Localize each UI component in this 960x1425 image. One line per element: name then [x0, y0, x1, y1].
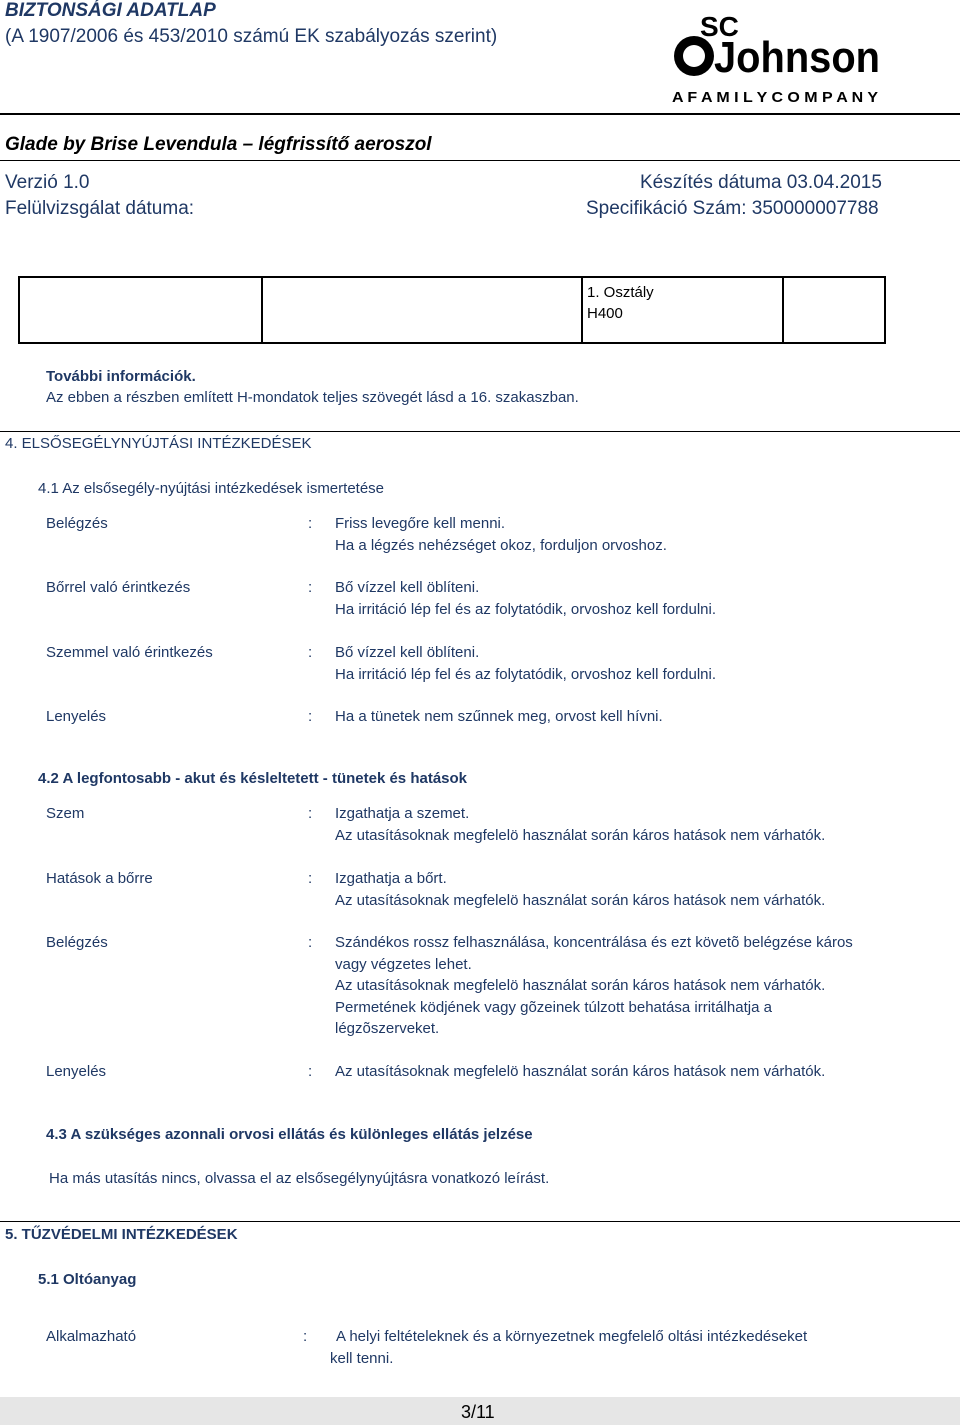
row-value: Az utasításoknak megfelelö használat során káros hatások nem várhatók.	[335, 1063, 826, 1080]
row-colon: :	[308, 934, 313, 951]
hazard-class: 1. Osztály	[587, 284, 654, 301]
row-value: Bő vízzel kell öblíteni.	[335, 579, 480, 596]
row-colon: :	[303, 1328, 308, 1345]
product-name: Glade by Brise Levendula – légfrissítő aeroszol	[5, 134, 432, 155]
row-colon: :	[308, 515, 313, 532]
row-value: légzõszerveket.	[335, 1020, 440, 1037]
row-value: Az utasításoknak megfelelö használat során káros hatások nem várhatók.	[335, 827, 826, 844]
regulation-text: (A 1907/2006 és 453/2010 számú EK szabályozás szerint)	[5, 26, 498, 47]
row-label: Belégzés	[46, 515, 108, 532]
logo-johnson-text: Johnson	[714, 33, 880, 82]
review-date-label: Felülvizsgálat dátuma:	[5, 198, 195, 219]
row-colon: :	[308, 579, 313, 596]
row-value: Ha irritáció lép fel és az folytatódik, orvoshoz kell fordulni.	[335, 601, 717, 618]
row-label: Lenyelés	[46, 708, 107, 725]
logo-sc-text: SC	[700, 11, 739, 42]
section-4-1-title: 4.1 Az elsősegély-nyújtási intézkedések ismertetése	[38, 480, 385, 497]
row-label: Belégzés	[46, 934, 108, 951]
header-rule	[0, 113, 960, 115]
product-rule	[0, 160, 960, 161]
row-value: Izgathatja a bőrt.	[335, 870, 447, 887]
page-footer	[0, 1397, 960, 1425]
row-value: vagy végzetes lehet.	[335, 956, 472, 973]
row-value: Ha a légzés nehézséget okoz, forduljon orvoshoz.	[335, 537, 667, 554]
row-value: Bő vízzel kell öblíteni.	[335, 644, 480, 661]
row-value: Ha a tünetek nem szűnnek meg, orvost kell hívni.	[335, 708, 663, 725]
row-value: Az utasításoknak megfelelö használat során káros hatások nem várhatók.	[335, 977, 826, 994]
row-value: Szándékos rossz felhasználása, koncentrálása és ezt követõ belégzése káros	[335, 934, 853, 951]
row-value: Ha irritáció lép fel és az folytatódik, orvoshoz kell fordulni.	[335, 666, 717, 683]
row-label: Bőrrel való érintkezés	[46, 579, 191, 596]
section-5-1-title: 5.1 Oltóanyag	[38, 1271, 137, 1288]
row-colon: :	[308, 805, 313, 822]
sc-johnson-logo	[668, 6, 882, 106]
row-colon: :	[308, 708, 313, 725]
row-label: Szemmel való érintkezés	[46, 644, 213, 661]
row-colon: :	[308, 1063, 313, 1080]
row-value: Permetének ködjének vagy gõzeinek túlzott behatása irritálhatja a	[335, 999, 772, 1016]
creation-date: Készítés dátuma 03.04.2015	[640, 172, 882, 193]
row-value: kell tenni.	[330, 1350, 394, 1367]
further-info-heading: További információk.	[46, 368, 196, 385]
section-4-rule	[0, 431, 960, 432]
row-label: Hatások a bőrre	[46, 870, 153, 887]
table-cell	[262, 277, 582, 343]
section-4-3-text: Ha más utasítás nincs, olvassa el az elsősegélynyújtásra vonatkozó leírást.	[49, 1170, 550, 1187]
version: Verzió 1.0	[5, 172, 90, 193]
row-value: A helyi feltételeknek és a környezetnek megfelelő oltási intézkedéseket	[336, 1328, 808, 1345]
document-title: BIZTONSÁGI ADATLAP	[5, 0, 216, 21]
section-4-3-title: 4.3 A szükséges azonnali orvosi ellátás és különleges ellátás jelzése	[46, 1126, 533, 1143]
logo-tagline: A F A M I L Y C O M P A N Y	[672, 89, 878, 106]
table-cell	[582, 277, 783, 343]
section-4-title: 4. ELSŐSEGÉLYNYÚJTÁSI INTÉZKEDÉSEK	[5, 435, 312, 452]
spec-number: Specifikáció Szám: 350000007788	[586, 198, 879, 219]
hazard-statement: H400	[587, 305, 623, 322]
row-label: Szem	[46, 805, 85, 822]
section-5-title: 5. TŰZVÉDELMI INTÉZKEDÉSEK	[5, 1226, 238, 1243]
page-number: 3/11	[461, 1402, 495, 1422]
row-value: Friss levegőre kell menni.	[335, 515, 506, 532]
row-label: Alkalmazható	[46, 1328, 137, 1345]
row-label: Lenyelés	[46, 1063, 107, 1080]
classification-table	[18, 276, 886, 344]
section-4-2-title: 4.2 A legfontosabb - akut és késleltetett - tünetek és hatások	[38, 770, 468, 787]
section-5-rule	[0, 1221, 960, 1222]
row-value: Az utasításoknak megfelelö használat során káros hatások nem várhatók.	[335, 892, 826, 909]
row-value: Izgathatja a szemet.	[335, 805, 470, 822]
table-cell	[19, 277, 262, 343]
row-colon: :	[308, 870, 313, 887]
further-info-text: Az ebben a részben említett H-mondatok teljes szövegét lásd a 16. szakaszban.	[46, 389, 579, 406]
row-colon: :	[308, 644, 313, 661]
table-cell	[783, 277, 885, 343]
